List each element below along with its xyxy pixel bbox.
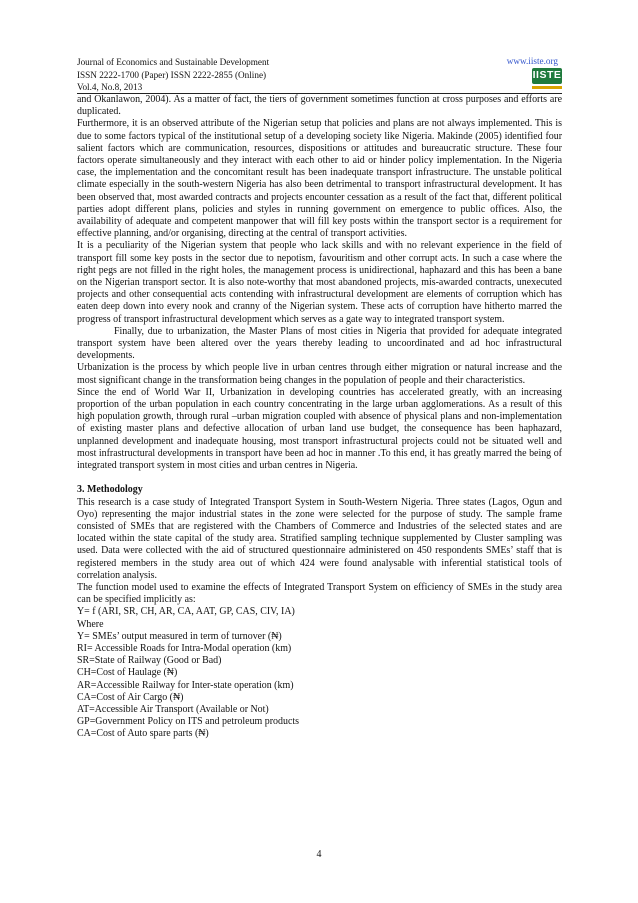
variable-line: Y= SMEs’ output measured in term of turnover (₦) xyxy=(77,630,282,642)
paragraph: Since the end of World War II, Urbanization in developing countries has accelerated greatly, with an increasing proportion of the urban population in each country concentrating in the large urban agglomerations. As a result of this high population growth, through rural –urban migration coupled with absence of physical plans and non-implementation of existing master plans and defective allocation of urban land use budget, the consequence has been haphazard, unplanned development and inadequate housing, most transport infrastructural projects could not be situated well and most infrastructural developments in transport have been ad hoc in manner .To this end, it has greatly marred the being of integrated transport system in most cities and urban centres in Nigeria. xyxy=(77,386,562,472)
journal-title: Journal of Economics and Sustainable Development xyxy=(77,57,270,67)
model-equation: Y= f (ARI, SR, CH, AR, CA, AAT, GP, CAS, CIV, IA) xyxy=(77,606,295,618)
paragraph: The function model used to examine the effects of Integrated Transport System on efficiency of SMEs in the study area can be specified implicitly as: xyxy=(77,581,562,606)
paragraph: Urbanization is the process by which people live in urban centres through either migration or natural increase and the most significant change in the transformation being changes in the population of people and their characteristics. xyxy=(77,362,562,386)
paragraph: This research is a case study of Integrated Transport System in South-Western Nigeria. Three states (Lagos, Ogun and Oyo) representing the major industrial states in the zone were selected for the purpose of study. The sample frame consisted of SMEs that are registered with the Chambers of Commerce and Industries of the selected states and are located within the state capital of the study area. Stratified sampling technique supplemented by Cluster sampling was used. Data were collected with the aid of structured questionnaire administered on 450 respondents SMEs’ staff that is registered members in the study area out of which 424 were found analysable with inferential statistical tools of correlation analysis. xyxy=(77,496,562,581)
logo-bar xyxy=(532,86,562,89)
variable-line: CA=Cost of Air Cargo (₦) xyxy=(77,691,184,703)
variable-line: GP=Government Policy on ITS and petroleum products xyxy=(77,716,299,728)
journal-issn: ISSN 2222-1700 (Paper) ISSN 2222-2855 (Online) xyxy=(77,69,267,80)
variable-line: SR=State of Railway (Good or Bad) xyxy=(77,655,222,667)
variable-line: RI= Accessible Roads for Intra-Modal operation (km) xyxy=(77,642,292,654)
body-text xyxy=(77,94,562,741)
paragraph: Finally, due to urbanization, the Master Plans of most cities in Nigeria that provided for adequate integrated transport system have been altered over the years thereby leading to uncoordinated and ad hoc infrastructural developments. xyxy=(77,325,562,362)
journal-url-link[interactable]: www.iiste.org xyxy=(506,56,558,66)
journal-header xyxy=(77,56,377,94)
paragraph: It is a peculiarity of the Nigerian system that people who lack skills and with no relevant experience in the field of transport fill some key posts in the sector due to nepotism, favouritism and other corrupt acts. In such a case where the right pegs are not filled in the right holes, the management process is unidirectional, haphazard and this has been a bane on the Nigerian transport sector. It is also note-worthy that most abandoned projects, mis-awarded contracts, unexecuted projects and other consequential acts contending with infrastructural development are elements of corruption which has eaten deep down into every nook and cranny of the Nigerian system. These acts of corruption have hitherto marred the progress of transport infrastructural development which serves as a gate way to integrated transport system. xyxy=(77,240,562,325)
paragraph: and Okanlawon, 2004). As a matter of fact, the tiers of government sometimes function at cross purposes and efforts are duplicated. xyxy=(77,94,562,118)
variable-line: Where xyxy=(77,618,104,630)
variable-line: AT=Accessible Air Transport (Available or Not) xyxy=(77,703,269,715)
variable-line: CA=Cost of Auto spare parts (₦) xyxy=(77,728,209,740)
paragraph: Furthermore, it is an observed attribute of the Nigerian setup that policies and plans are not always implemented. This is due to some factors typical of the institutional setup of a developing society like Nigeria. Makinde (2005) identified four salient factors which are communication, resources, dispositions or attitudes and bureaucratic structure. These four factors operate simultaneously and they interact with each other to aid or hinder policy implementation. In the Nigeria case, the implementation and the concomitant result has been inadequate transport infrastructure. The unstable political climate especially in the south-western Nigeria has also been detrimental to transport infrastructural development. It has been observed that, most awarded contracts and projects encounter cessation as a result of the fact that, different political parties adopt different plans, policies and styles in running government on emergence to public offices. Also, the availability of adequate and competent manpower that will fill key posts within the transport sector is a requirement for effective planning, and/or organising, directing at the central of transport activities. xyxy=(77,118,562,240)
journal-volume: Vol.4, No.8, 2013 xyxy=(77,82,143,93)
variable-line: CH=Cost of Haulage (₦) xyxy=(77,667,178,679)
iiste-logo xyxy=(532,68,562,92)
section-heading: 3. Methodology xyxy=(77,484,143,496)
page-number: 4 xyxy=(316,849,322,860)
logo-text: IISTE xyxy=(532,69,562,81)
variable-line: AR=Accessible Railway for Inter-state operation (km) xyxy=(77,679,294,691)
